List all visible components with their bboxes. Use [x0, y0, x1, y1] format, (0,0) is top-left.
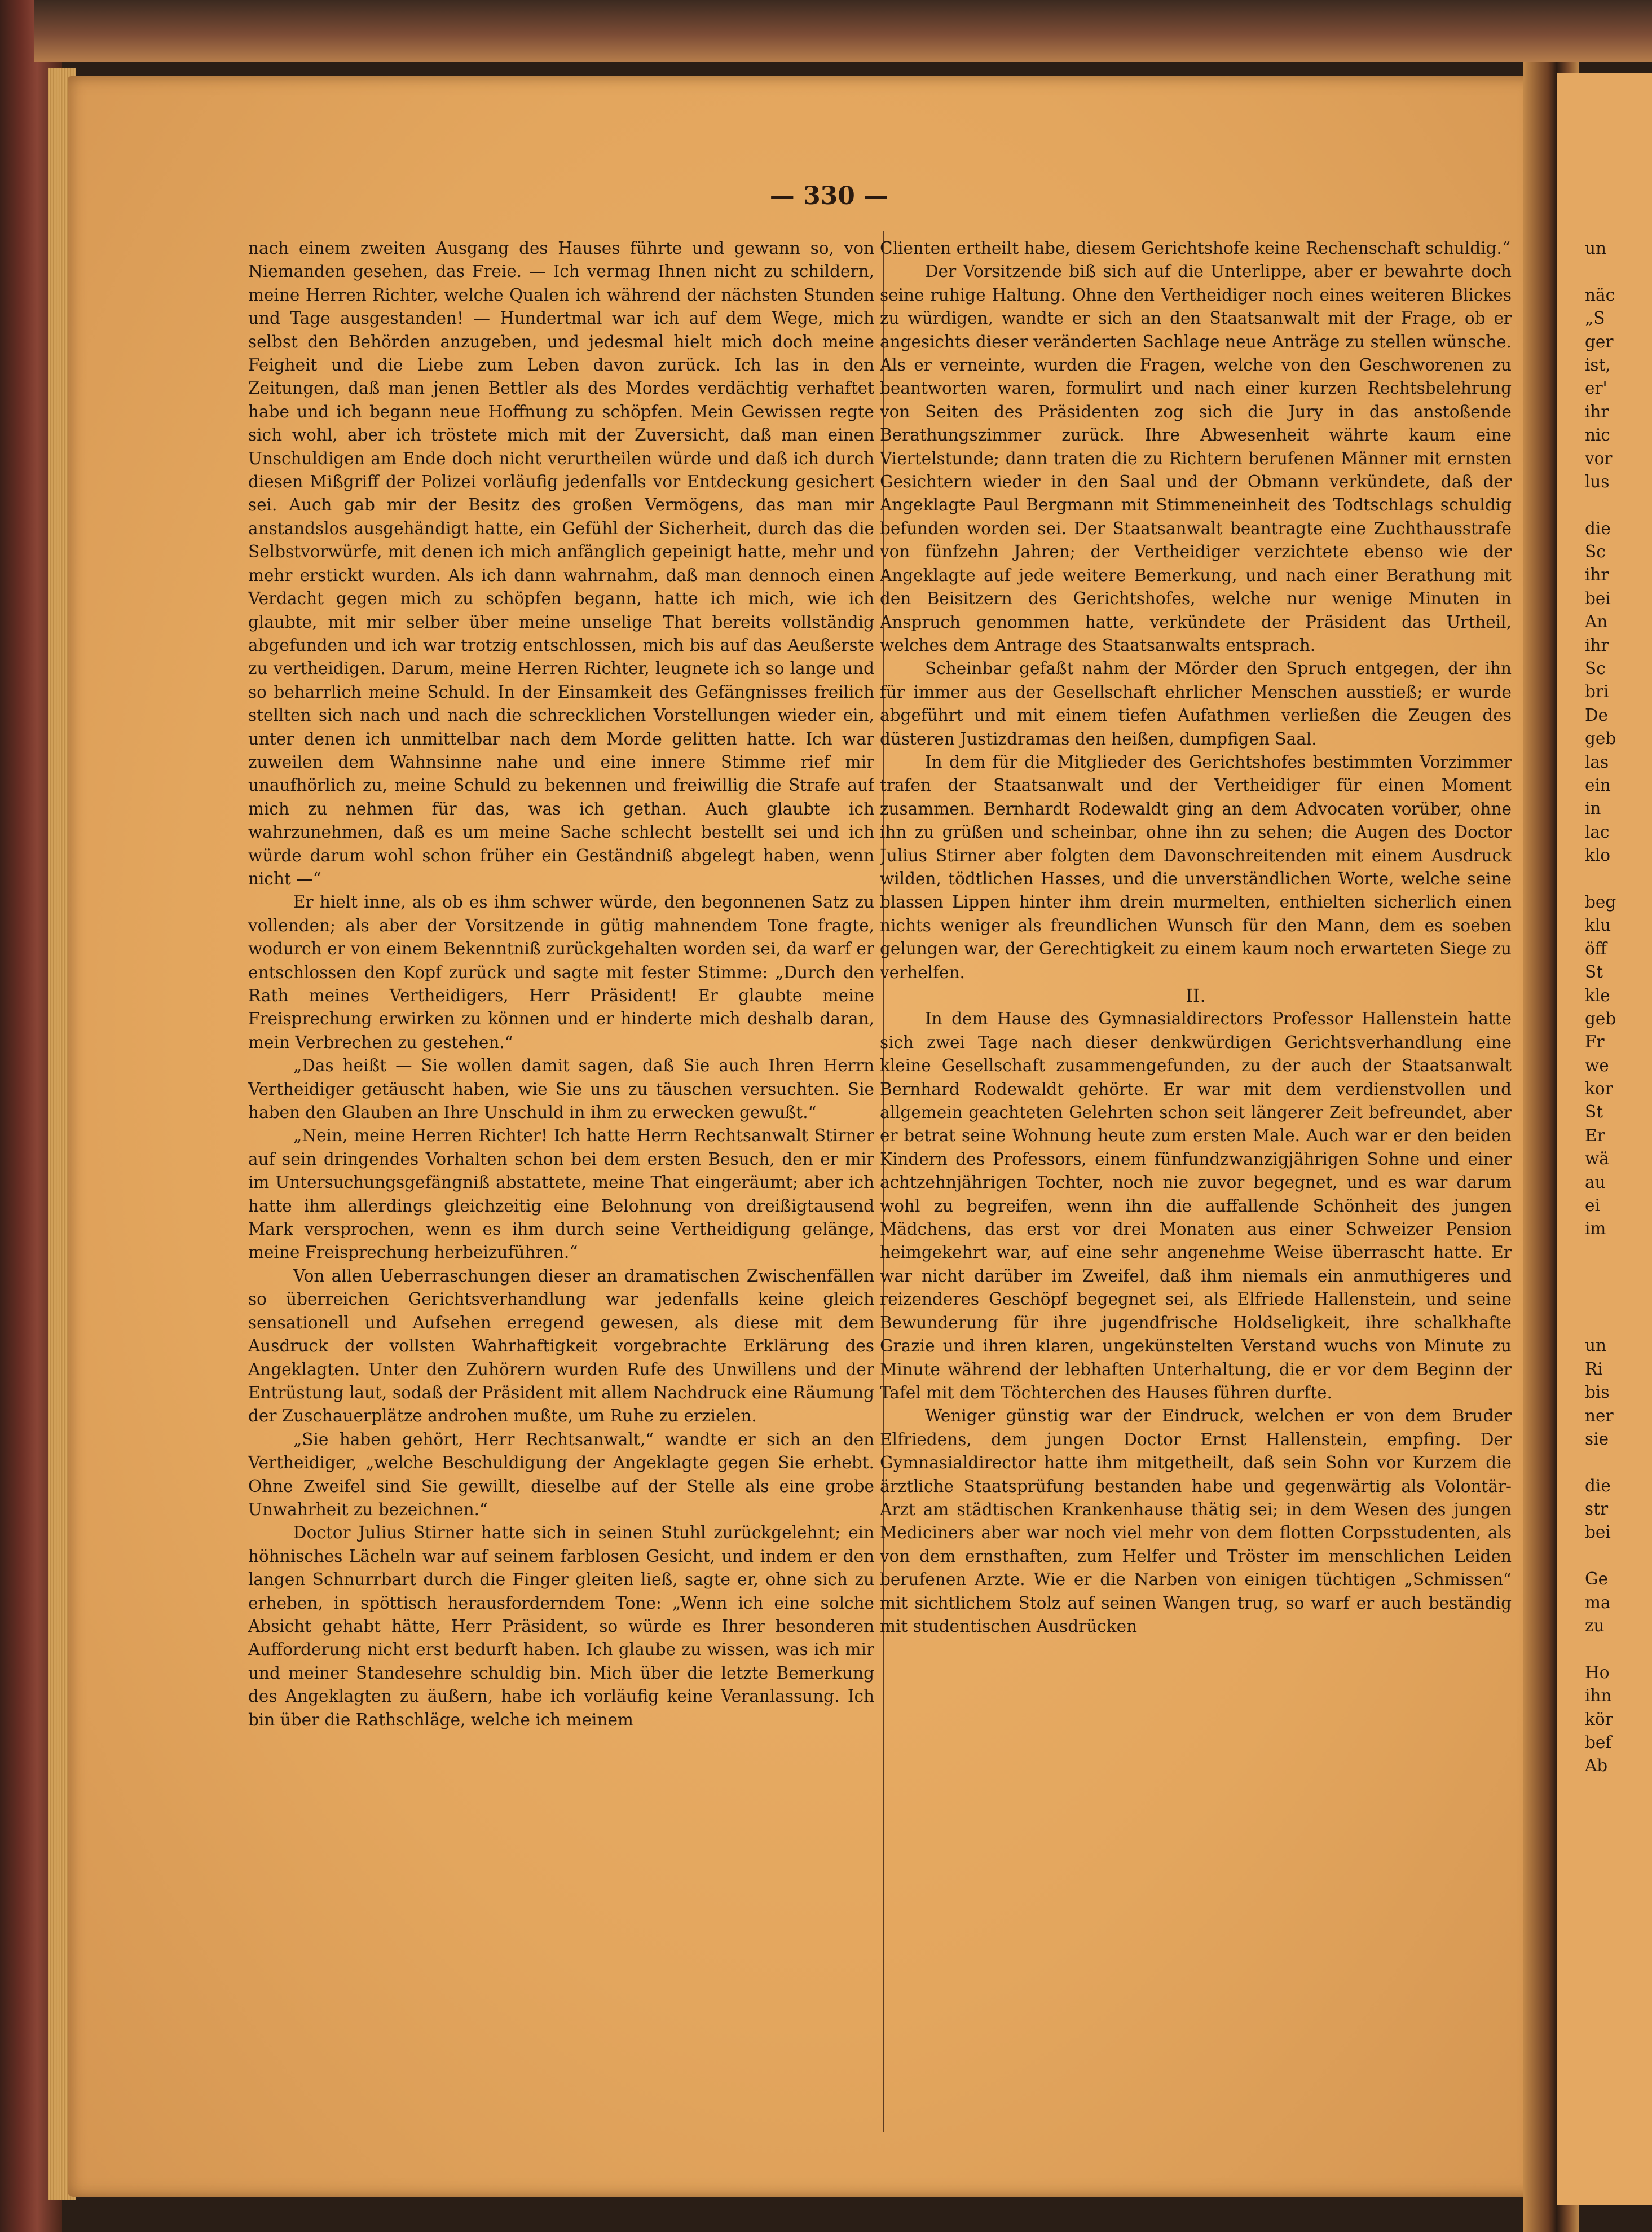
- section-heading: II.: [1186, 985, 1206, 1006]
- next-page-fragment: die: [1585, 1476, 1611, 1495]
- next-page-fragment: ihn: [1585, 1686, 1612, 1706]
- next-page-fragment: ei: [1585, 1196, 1600, 1216]
- next-page-fragment: bef: [1585, 1733, 1612, 1752]
- next-page-fragment: klo: [1585, 846, 1611, 865]
- next-page-fragment: un: [1585, 239, 1606, 258]
- next-page-fragment: nic: [1585, 425, 1610, 445]
- next-page-fragment: Sc: [1585, 542, 1606, 562]
- next-page-fragment: bri: [1585, 682, 1609, 702]
- paragraph: nach einem zweiten Ausgang des Hauses führte und gewann so, von Niemanden gesehen, das Freie. — Ich vermag Ihnen nicht zu schildern, meine Herren Richter, welche Qualen ich während der nächsten Stunden und Tage ausgestanden! — Hundertmal war ich auf dem Wege, mich selbst den Behörden anzugeben, und jedesmal hielt mich doch meine Feigheit und die Liebe zum Leben davon zurück. Ich las in den Zeitungen, daß man jenen Bettler als des Mordes verdächtig verhaftet habe und ich begann neue Hoffnung zu schöpfen. Mein Gewissen regte sich wohl, aber ich tröstete mich mit der Zuversicht, daß man einen Unschuldigen am Ende doch nicht verurtheilen würde und daß ich durch diesen Mißgriff der Polizei vorläufig jedenfalls vor Entdeckung gesichert sei. Auch gab mir der Besitz des großen Vermögens, das man mir anstandslos ausgehändigt hatte, ein Gefühl der Sicherheit, durch das die Selbstvorwürfe, mit denen ich mich anfänglich gepeinigt hatte, mehr und mehr erstickt wurden. Als ich dann wahrnahm, daß man dennoch einen Verdacht gegen mich zu schöpfen begann, hatte ich mich, wie ich glaubte, mit mir selber über meine unselige That bereits vollständig abgefunden und ich war trotzig entschlossen, mich bis auf das Aeußerste zu vertheidigen. Darum, meine Herren Richter, leugnete ich so lange und so beharrlich meine Schuld. In der Einsamkeit des Gefängnisses freilich stellten sich nach und nach die schrecklichen Vorstellungen wieder ein, unter denen ich unmittelbar nach dem Morde gelitten hatte. Ich war zuweilen dem Wahnsinne nahe und eine innere Stimme rief mir unaufhörlich zu, meine Schuld zu bekennen und freiwillig die Strafe auf mich zu nehmen für das, was ich gethan. Auch glaubte ich wahrzunehmen, daß es um meine Sache schlecht bestellt sei und ich würde darum wohl schon früher ein Geständniß abgelegt haben, wenn nicht —“: [248, 239, 874, 888]
- next-page-fragment: Sc: [1585, 659, 1606, 679]
- next-page-fragment: we: [1585, 1055, 1609, 1075]
- next-page-fragment: Fr: [1585, 1032, 1605, 1052]
- next-page-fragment: Ri: [1585, 1359, 1603, 1379]
- paragraph: „Sie haben gehört, Herr Rechtsanwalt,“ wandte er sich an den Vertheidiger, „welche Beschuldigung der Angeklagte gegen Sie erhebt. Ohne Zweifel sind Sie gewillt, dieselbe auf der Stelle als eine grobe Unwahrheit zu bezeichnen.“: [248, 1429, 874, 1519]
- next-page-fragment: bis: [1585, 1383, 1610, 1402]
- next-page-fragment: [1585, 1311, 1647, 1334]
- next-page-fragment: ihr: [1585, 402, 1609, 421]
- next-page-fragment: Ho: [1585, 1662, 1610, 1682]
- next-page-fragment: [1585, 494, 1647, 517]
- next-page-fragment: ist,: [1585, 355, 1611, 375]
- next-page-fragment: kör: [1585, 1709, 1613, 1729]
- next-page-fragment: lus: [1585, 472, 1610, 491]
- paragraph: Clienten ertheilt habe, diesem Gerichtshofe keine Rechenschaft schuldig.“: [880, 239, 1510, 258]
- paragraph: Von allen Ueberraschungen dieser an dramatischen Zwischenfällen so überreichen Gerichtsverhandlung war jedenfalls keine gleich sensationell und Aufsehen erregend gewesen, als diese mit dem Ausdruck der vollsten Wahrhaftigkeit vorgebrachte Erklärung des Angeklagten. Unter den Zuhörern wurden Rufe des Unwillens und der Entrüstung laut, sodaß der Präsident mit allem Nachdruck eine Räumung der Zuschauerplätze androhen mußte, um Ruhe zu erzielen.: [248, 1266, 874, 1426]
- paragraph: „Nein, meine Herren Richter! Ich hatte Herrn Rechtsanwalt Stirner auf sein dringendes Vorhalten schon bei dem ersten Besuch, den er mir im Untersuchungsgefängniß abstattete, meine That eingeräumt; aber ich hatte ihm allerdings gleichzeitig eine Belohnung von dreißigtausend Mark versprochen, wenn es ihm durch seine Vertheidigung gelänge, meine Freisprechung herbeizuführen.“: [248, 1126, 874, 1262]
- next-page-fragment: die: [1585, 518, 1611, 538]
- next-page-fragment: [1585, 1288, 1647, 1311]
- paragraph: „Das heißt — Sie wollen damit sagen, daß Sie auch Ihren Herrn Vertheidiger getäuscht haben, wie Sie uns zu täuschen versuchten. Sie haben den Glauben an Ihre Unschuld in ihm zu erwecken gewußt.“: [248, 1056, 874, 1122]
- next-page-fragment: sie: [1585, 1429, 1609, 1449]
- next-page-fragment: zu: [1585, 1616, 1605, 1636]
- next-page-fragment: Er: [1585, 1125, 1605, 1145]
- next-page-fragment: ein: [1585, 775, 1611, 795]
- next-page-fragment: [1585, 1451, 1647, 1474]
- next-page-fragment: ihr: [1585, 565, 1609, 585]
- next-page-fragment: St: [1585, 962, 1603, 982]
- next-page-fragment: Ab: [1585, 1756, 1608, 1776]
- next-page-fragment: lac: [1585, 822, 1610, 842]
- paragraph: Der Vorsitzende biß sich auf die Unterlippe, aber er bewahrte doch seine ruhige Haltung. Ohne den Vertheidiger noch eines weiteren Blickes zu würdigen, wandte er sich an den Staatsanwalt mit der Frage, ob er angesichts dieser veränderten Sachlage neue Anträge zu stellen wünsche. Als er verneinte, wurden die Fragen, welche von den Geschworenen zu beantworten waren, formulirt und nach einer kurzen Rechtsbelehrung von Seiten des Präsidenten zog sich die Jury in das anstoßende Berathungszimmer zurück. Ihre Abwesenheit währte kaum eine Viertelstunde; dann traten die zu Richtern berufenen Männer mit ernsten Gesichtern wieder in den Saal und der Obmann verkündete, daß der Angeklagte Paul Bergmann mit Stimmeneinheit des Todtschlags schuldig befunden worden sei. Der Staatsanwalt beantragte eine Zuchthausstrafe von fünfzehn Jahren; der Vertheidiger verzichtete ebenso wie der Angeklagte auf jede weitere Bemerkung, und nach einer Berathung mit den Beisitzern des Gerichtshofes, welche nur wenige Minuten in Anspruch genommen hatte, verkündete der Präsident das Urtheil, welches dem Antrage des Staatsanwalts entsprach.: [880, 262, 1512, 655]
- next-page-fragment: au: [1585, 1172, 1606, 1192]
- next-page-fragment: Ge: [1585, 1569, 1609, 1589]
- next-page-fragment: [1585, 1637, 1647, 1661]
- next-page-fragment: wä: [1585, 1149, 1609, 1169]
- next-page-fragment: er': [1585, 378, 1607, 398]
- next-page-fragment: str: [1585, 1499, 1609, 1519]
- next-page-fragment: beg: [1585, 892, 1616, 912]
- paragraph: Weniger günstig war der Eindruck, welchen er von dem Bruder Elfriedens, dem jungen Doctor Ernst Hallenstein, empfing. Der Gymnasialdirector hatte ihm mitgetheilt, daß sein Sohn vor Kurzem die ärztliche Staatsprüfung bestanden habe und gegenwärtig als Volontär-Arzt am städtischen Krankenhause thätig sei; in dem Wesen des jungen Mediciners aber war noch viel mehr von dem flotten Corpsstudenten, als von dem ernsthaften, zum Helfer und Tröster im menschlichen Leiden berufenen Arzte. Wie er die Narben von einigen tüchtigen „Schmissen“ mit sichtlichem Stolz auf seinen Wangen trug, so warf er auch beständig mit studentischen Ausdrücken: [880, 1406, 1512, 1636]
- next-page-fragment: öff: [1585, 939, 1607, 958]
- next-page-fragment: in: [1585, 799, 1601, 818]
- next-page-fragment: ihr: [1585, 635, 1609, 655]
- next-page-fragment: [1585, 260, 1647, 283]
- paragraph: In dem für die Mitglieder des Gerichtshofes bestimmten Vorzimmer trafen der Staatsanwalt und der Vertheidiger für einen Moment zusammen. Bernhardt Rodewaldt ging an dem Advocaten vorüber, ohne ihn zu grüßen und scheinbar, ohne ihn zu sehen; die Augen des Doctor Julius Stirner aber folgten dem Davonschreitenden mit einem Ausdruck wilden, tödtlichen Hasses, und die unverständlichen Worte, welche seine blassen Lippen hinter ihm drein murmelten, enthielten sicherlich einen nichts weniger als freundlichen Wunsch für den Mann, dem es soeben gelungen war, der Gerechtigkeit zu einem kaum noch erwarteten Siege zu verhelfen.: [880, 752, 1512, 982]
- next-page-fragment: An: [1585, 612, 1608, 632]
- next-page-text-fragments: [1585, 237, 1647, 1778]
- next-page-fragment: vor: [1585, 448, 1613, 468]
- next-page-fragment: „S: [1585, 309, 1605, 328]
- next-page-fragment: näc: [1585, 285, 1615, 305]
- paragraph: Doctor Julius Stirner hatte sich in seinen Stuhl zurückgelehnt; ein höhnisches Lächeln war auf seinem farblosen Gesicht, und indem er den langen Schnurrbart durch die Finger gleiten ließ, sagte er, ohne sich zu erheben, in spöttisch herausforderndem Tone: „Wenn ich eine solche Absicht gehabt hätte, Herr Präsident, so würde es Ihrer besonderen Aufforderung nicht erst bedurft haben. Ich glaube zu wissen, was ich mir und meiner Standesehre schuldig bin. Mich über die letzte Bemerkung des Angeklagten zu äußern, habe ich vorläufig keine Veranlassung. Ich bin über die Rathschläge, welche ich meinem: [248, 1523, 874, 1729]
- next-page-fragment: bei: [1585, 1522, 1611, 1542]
- next-page-fragment: St: [1585, 1102, 1603, 1122]
- paragraph: Er hielt inne, als ob es ihm schwer würde, den begonnenen Satz zu vollenden; als aber der Vorsitzende in gütig mahnendem Tone fragte, wodurch er von einem Bekenntniß zurückgehalten worden sei, da warf er entschlossen den Kopf zurück und sagte mit fester Stimme: „Durch den Rath meines Vertheidigers, Herr Präsident! Er glaubte meine Freisprechung erwirken zu können und er hinderte mich deshalb daran, mein Verbrechen zu gestehen.“: [248, 892, 874, 1052]
- next-page-fragment: [1585, 1544, 1647, 1568]
- next-page-fragment: im: [1585, 1219, 1606, 1239]
- next-page-fragment: kor: [1585, 1079, 1613, 1099]
- next-page-fragment: klu: [1585, 915, 1611, 935]
- next-page-fragment: geb: [1585, 1009, 1616, 1028]
- paragraph: Scheinbar gefaßt nahm der Mörder den Spruch entgegen, der ihn für immer aus der Gesellschaft ehrlicher Menschen ausstieß; er wurde abgeführt und mit einem tiefen Aufathmen verließen die Zeugen des düsteren Justizdramas den heißen, dumpfigen Saal.: [880, 659, 1512, 749]
- next-page-fragment: [1585, 868, 1647, 891]
- next-page-fragment: kle: [1585, 985, 1610, 1005]
- next-page-fragment: [1585, 1241, 1647, 1264]
- next-page-fragment: ma: [1585, 1592, 1611, 1612]
- next-page-fragment: [1585, 1264, 1647, 1287]
- left-text-column: [248, 237, 874, 2166]
- right-text-column: [880, 237, 1512, 2166]
- next-page-fragment: ger: [1585, 332, 1614, 351]
- paragraph: In dem Hause des Gymnasialdirectors Professor Hallenstein hatte sich zwei Tage nach dieser denkwürdigen Gerichtsverhandlung eine kleine Gesellschaft zusammengefunden, zu der auch der Staatsanwalt Bernhard Rodewaldt gehörte. Er war mit dem verdienstvollen und allgemein geachteten Gelehrten schon seit längerer Zeit befreundet, aber er betrat seine Wohnung heute zum ersten Male. Auch war er den beiden Kindern des Professors, einem fünfundzwanzigjährigen Sohne und einer achtzehnjährigen Tochter, noch nie zuvor begegnet, und es war darum wohl zu begreifen, wenn ihn die auffallende Schönheit des jungen Mädchens, das erst vor drei Monaten aus einer Schweizer Pension heimgekehrt war, auf eine sehr angenehme Weise überrascht hatte. Er war nicht darüber im Zweifel, daß ihm niemals ein anmuthigeres und reizenderes Geschöpf begegnet sei, als Elfriede Hallenstein, und seine Bewunderung für ihre jugendfrische Holdseligkeit, ihre schalkhafte Grazie und ihren klaren, ungekünstelten Verstand wuchs von Minute zu Minute während der lebhaften Unterhaltung, die er vor dem Beginn der Tafel mit dem Töchterchen des Hauses führen durfte.: [880, 1009, 1512, 1402]
- next-page-fragment: un: [1585, 1336, 1606, 1355]
- next-page-fragment: De: [1585, 705, 1609, 725]
- next-page-fragment: geb: [1585, 729, 1616, 749]
- next-page-fragment: las: [1585, 752, 1609, 772]
- page-number: — 330 —: [769, 182, 889, 210]
- next-page-fragment: bei: [1585, 588, 1611, 608]
- next-page-fragment: ner: [1585, 1406, 1614, 1425]
- book-top-edge: [34, 0, 1652, 62]
